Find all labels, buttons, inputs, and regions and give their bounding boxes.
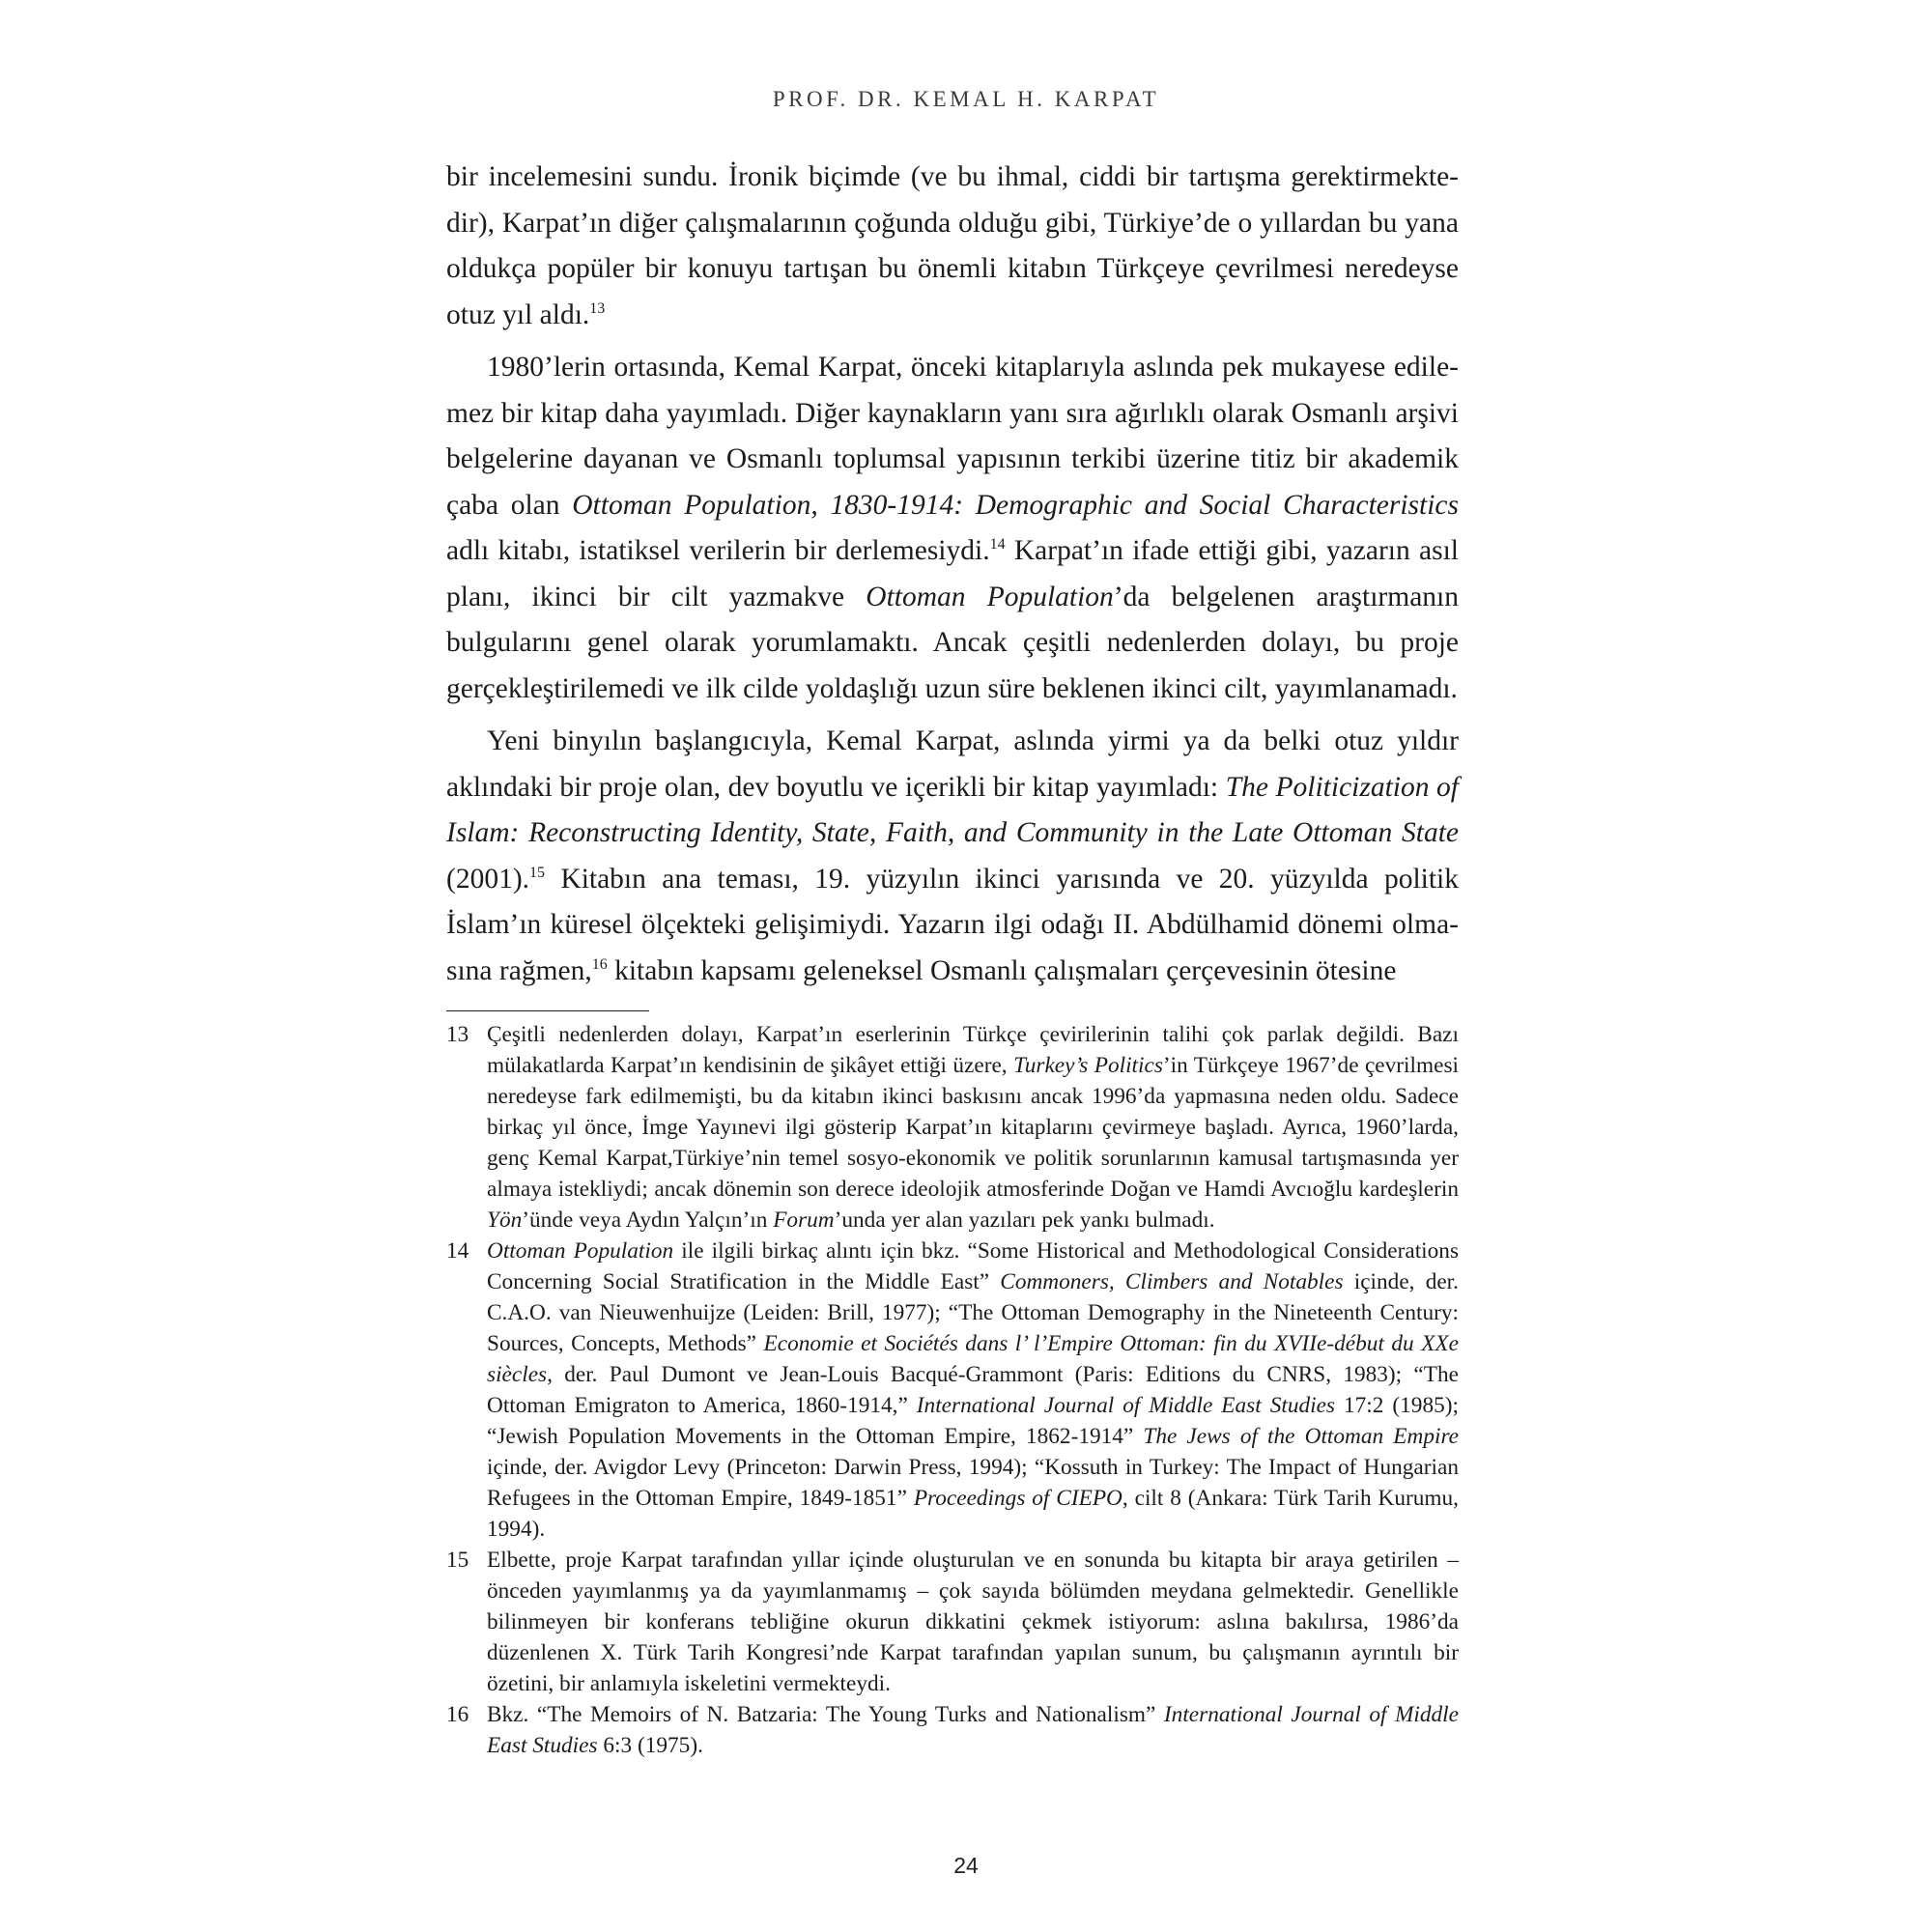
footnote-14: 14 Ottoman Population ile ilgili birkaç alıntı için bkz. “Some Historical and Methodological Considerations Concerning Social Stratification in the Middle East” Commoners, Climbers and Notables içinde, der. C.A.O. van Nieuwenhuijze (Leiden: Brill, 1977); “The Ottoman Demography in the Nineteenth Century: Sources, Concepts, Methods” Economie et Sociétés dans l’ l’Empire Ottoman: fin du XVIIe-début du XXe siècles, der. Paul Dumont ve Jean-Louis Bacqué-Grammont (Paris: Editions du CNRS, 1983); “The Ottoman Emigraton to America, 1860-1914,” International Journal of Middle East Studies 17:2 (1985); “Jewish Population Movements in the Ottoman Empire, 1862-1914” The Jews of the Ottoman Empire içinde, der. Avigdor Levy (Princeton: Darwin Press, 1994); “Kossuth in Turkey: The Impact of Hungarian Refugees in the Ottoman Empire, 1849-1851” Proceedings of CIEPO, cilt 8 (Ankara: Türk Tarih Kurumu, 1994).: [446, 1236, 1459, 1545]
running-head: PROF. DR. KEMAL H. KARPAT: [772, 87, 1160, 111]
footnote-number: 13: [446, 1022, 469, 1047]
footnote-ref-14: 14: [989, 536, 1006, 553]
paragraph-1: bir incelemesini sundu. İronik biçimde (ve bu ihmal, ciddi bir tartışma gerektirmektedir), Karpat’ın diğer çalışmalarının çoğunda olduğu gibi, Türkiye’de o yıllardan bu yana oldukça popüler bir konuyu tartışan bu önemli kitabın Türkçeye çevrilmesi neredeyse otuz yıl aldı.$^{13}$: [446, 161, 1459, 330]
footnote-ref-15: 15: [529, 864, 546, 881]
book-title-short: Ottoman Population: [866, 581, 1114, 612]
footnote-separator: [446, 1010, 649, 1011]
footnote-number: 16: [446, 1702, 469, 1727]
paragraph-2: 1980’lerin ortasında, Kemal Karpat, önceki kitaplarıyla aslında pek mukayese edilemez bir kitap daha yayımladı. Diğer kaynakların yanı sıra ağırlıklı olarak Osmanlı arşivi belgelerine dayanan ve Osmanlı toplumsal yapısının terkibi üzerine titiz bir akademik çaba olan Ottoman Population, 1830-1914: Demographic and Social Characteristics adlı kitabı, istatiksel verilerin bir derlemesiydi.$^{14}$ Karpat’ın ifade ettiği gibi, yazarın asıl planı, ikinci bir cilt yazmakve Ottoman Population’da belgelenen araştırmanın bulgularını genel olarak yorumlamaktı. Ancak çeşitli nedenlerden dolayı, bu proje gerçekleştirilemedi ve ilk cilde yoldaşlığı uzun süre beklenen ikinci cilt, yayımlanamadı.: [446, 352, 1460, 704]
footnote-16: 16 Bkz. “The Memoirs of N. Batzaria: The Young Turks and Nationalism” International Journal of Middle East Studies 6:3 (1975).: [446, 1699, 1459, 1761]
footnote-13: 13 Çeşitli nedenlerden dolayı, Karpat’ın eserlerinin Türkçe çevirilerinin talihi çok parlak değildi. Bazı mülakatlarda Karpat’ın kendisinin de şikâyet ettiği üzere, Turkey’s Politics’in Türkçeye 1967’de çevrilmesi neredeyse fark edilmemişti, bu da kitabın ikinci baskısını ancak 1996’da yapmasına neden oldu. Sadece birkaç yıl önce, İmge Yayınevi ilgi gösterip Karpat’ın kitaplarını çevirmeye başladı. Ayrıca, 1960’larda, genç Kemal Karpat,Türkiye’nin temel sosyo-ekonomik ve politik sorunlarının kamusal tartışmasında yer almaya istekliydi; ancak dönemin son derece ideolojik atmosferinde Doğan ve Hamdi Avcıoğlu kardeşlerin Yön’ünde veya Aydın Yalçın’ın Forum’unda yer alan yazıları pek yankı bulmadı.: [446, 1019, 1459, 1236]
book-title-politicization-of-islam: The Politicization of Islam: Reconstructing Identity, State, Faith, and Community in the Late Ottoman State: [446, 771, 1459, 848]
paragraph-3: Yeni binyılın başlangıcıyla, Kemal Karpat, aslında yirmi ya da belki otuz yıldır aklındaki bir proje olan, dev boyutlu ve içerikli bir kitap yayımladı: The Politicization of Islam: Reconstructing Identity, State, Faith, and Community in the Late Ottoman State (2001).$^{15}$ Kitabın ana teması, 19. yüzyılın ikinci yarısında ve 20. yüzyılda politik İslam’ın küresel ölçekteki gelişimiydi. Yazarın ilgi odağı II. Abdülhamid dönemi olmasına rağmen,$^{16}$ kitabın kapsamı geleneksel Osmanlı çalışmaları çerçevesinin ötesine: [446, 725, 1459, 986]
footnotes: [446, 1019, 1459, 1761]
main-text: [446, 155, 1459, 1001]
page-number: 24: [953, 1853, 979, 1878]
book-title-ottoman-population: Ottoman Population, 1830-1914: Demographic and Social Characteristics: [572, 489, 1460, 521]
footnote-ref-16: 16: [591, 955, 608, 973]
footnote-15: 15 Elbette, proje Karpat tarafından yıllar içinde oluşturulan ve en sonunda bu kitapta bir araya getirilen – önceden yayımlanmış ya da yayımlanmamış – çok sayıda bölümden meydana gelmektedir. Genellikle bilinmeyen bir konferans tebliğine okurun dikkatini çekmek istiyorum: aslına bakılırsa, 1986’da düzenlenen X. Türk Tarih Kongresi’nde Karpat tarafından yapılan sunum, bu çalışmanın ayrıntılı bir özetini, bir anlamıyla iskeletini vermekteydi.: [446, 1545, 1459, 1699]
footnote-ref-13: 13: [589, 299, 606, 317]
footnote-number: 14: [446, 1238, 469, 1264]
footnote-number: 15: [446, 1548, 469, 1573]
